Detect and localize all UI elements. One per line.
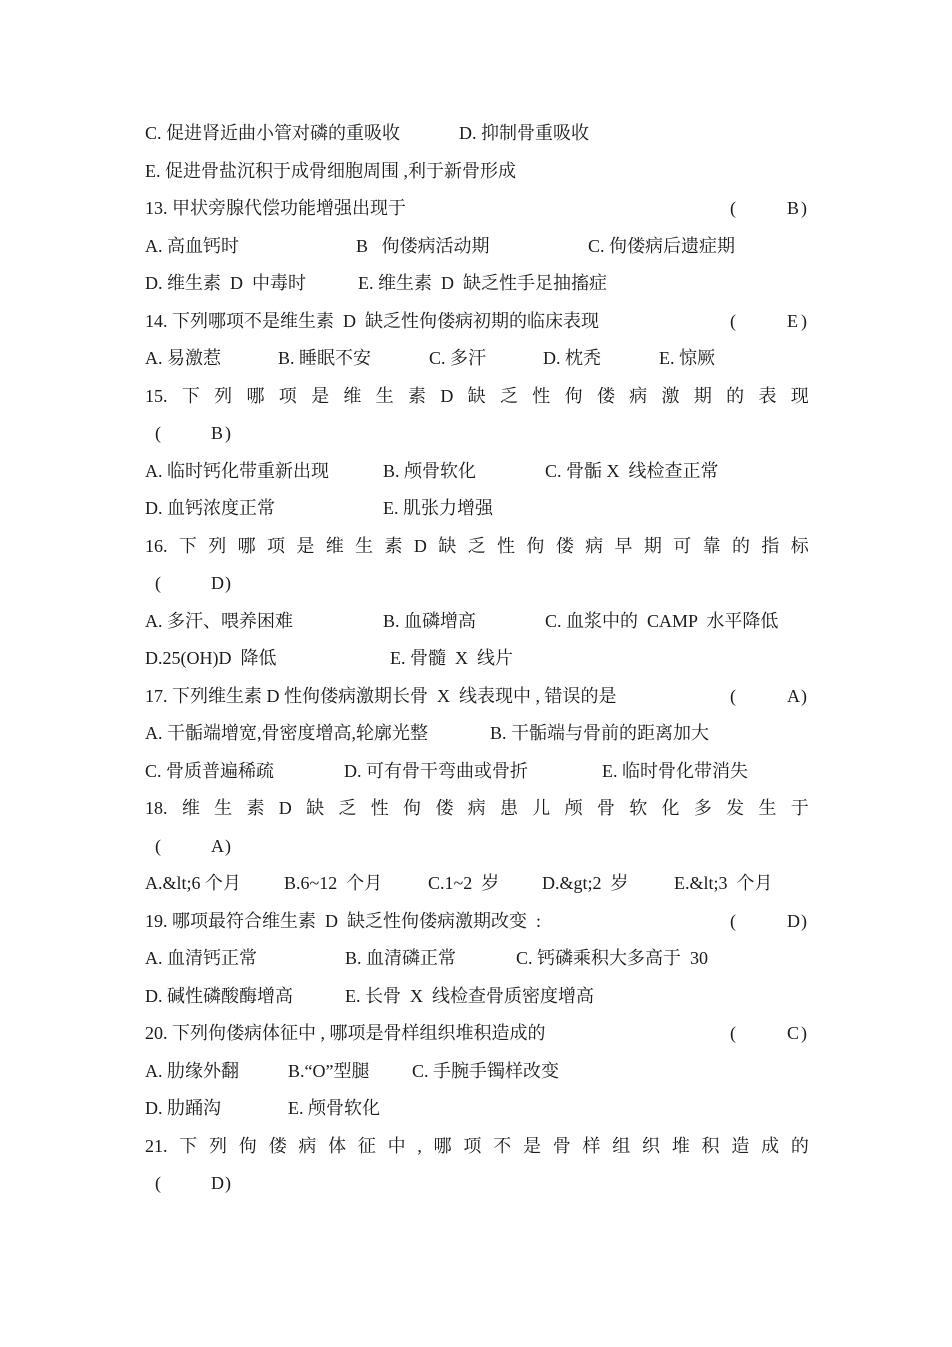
option-d: D.25(OH)D 降低 [145, 648, 277, 668]
question-20 [145, 1015, 809, 1053]
answer-line [145, 1165, 809, 1203]
answer-paren-open: ( [730, 310, 736, 331]
option-c: C. 血浆中的 CAMP 水平降低 [545, 610, 779, 631]
option-d: D. 血钙浓度正常 [145, 498, 275, 518]
option-c: C. 促进肾近曲小管对磷的重吸收 [145, 123, 401, 143]
answer-line [145, 828, 809, 866]
answer-letter: C [787, 1023, 800, 1043]
answer-paren-close: ) [801, 198, 807, 218]
answer-paren-close: ) [225, 573, 231, 593]
answer-letter: A [211, 835, 224, 856]
answer-line [145, 415, 809, 453]
option-b: B. 颅骨软化 [383, 460, 477, 481]
question-char: 维 [325, 535, 344, 556]
option-c: C. 佝偻病后遗症期 [588, 235, 736, 256]
question-char: D [278, 798, 292, 818]
question-char: 偻 [555, 535, 574, 556]
question-char: 缺 [306, 798, 325, 818]
question-char: 织 [642, 1135, 661, 1156]
question-char: 素 [384, 535, 403, 556]
question-char: 下 [181, 385, 200, 406]
question-char: 列 [214, 385, 233, 406]
answer-letter: D [211, 573, 224, 593]
question-16 [145, 528, 809, 566]
question-char: 是 [296, 535, 315, 556]
option-line [145, 453, 809, 491]
question-21 [145, 1128, 809, 1166]
answer-letter: E [787, 310, 798, 331]
answer-paren-close: ) [225, 835, 231, 856]
question-14 [145, 303, 809, 341]
option-a: A. 干骺端增宽,骨密度增高,轮廓光整 [145, 723, 428, 743]
option-a: A. 高血钙时 [145, 235, 239, 256]
answer-paren-close: ) [225, 1173, 231, 1193]
question-char: 生 [355, 535, 374, 556]
question-char: 成 [761, 1135, 780, 1156]
option-e: E. 颅骨软化 [288, 1098, 380, 1118]
answer-letter: D [211, 1173, 224, 1193]
option-line [145, 490, 809, 528]
question-char: 哪 [433, 1135, 452, 1156]
question-char: 佝 [526, 535, 545, 556]
option-e: E.&lt;3 个月 [674, 873, 773, 893]
answer-paren-open: ( [155, 835, 161, 856]
question-char: 靠 [702, 535, 721, 556]
answer-paren-close: ) [801, 685, 807, 706]
answer-letter: B [211, 423, 224, 443]
option-e: E. 惊厥 [659, 348, 715, 368]
option-a: A.&lt;6 个月 [145, 873, 242, 893]
option-line [145, 115, 809, 153]
option-line [145, 340, 809, 378]
question-char: 是 [522, 1135, 541, 1156]
option-d: D. 抑制骨重吸收 [459, 123, 589, 143]
option-e: E. 促进骨盐沉积于成骨细胞周围 ,利于新骨形成 [145, 160, 516, 181]
question-char: 堆 [671, 1135, 690, 1156]
question-char: 于 [790, 798, 809, 818]
option-c: C. 钙磷乘积大多高于 30 [516, 948, 709, 968]
question-char: 列 [209, 1135, 228, 1156]
question-char: 是 [311, 385, 330, 406]
question-19 [145, 903, 809, 941]
answer-paren-open: ( [730, 685, 736, 706]
answer-paren-close: ) [801, 1023, 807, 1043]
question-char: D [440, 385, 454, 406]
question-char: 素 [408, 385, 426, 406]
question-number: 16. [145, 535, 168, 556]
question-char: 骨 [596, 798, 615, 818]
question-char: 积 [701, 1135, 720, 1156]
option-d: D. 可有骨干弯曲或骨折 [344, 760, 528, 781]
question-text: 19. 哪项最符合维生素 D 缺乏性佝偻病激期改变 : [145, 910, 541, 931]
question-char: 哪 [237, 535, 256, 556]
question-number: 21. [145, 1135, 168, 1156]
answer-paren-close: ) [801, 910, 807, 931]
question-char: 样 [582, 1135, 601, 1156]
option-line [145, 865, 809, 903]
question-char: 生 [375, 385, 394, 406]
question-char: 可 [673, 535, 692, 556]
option-b: B. 血清磷正常 [345, 948, 457, 968]
option-e: E. 肌张力增强 [383, 498, 493, 518]
option-b: B 佝偻病活动期 [356, 235, 490, 256]
answer-paren-close: ) [801, 310, 807, 331]
question-char: 偻 [435, 798, 454, 818]
question-char: 项 [267, 535, 285, 556]
answer-letter: A [787, 685, 800, 706]
question-char: 下 [179, 1135, 198, 1156]
question-char: 软 [629, 798, 648, 818]
question-char: 体 [328, 1135, 347, 1156]
question-number: 18. [145, 798, 168, 818]
option-e: E. 维生素 D 缺乏性手足抽搐症 [358, 273, 607, 293]
option-line [145, 265, 809, 303]
question-char: 现 [790, 385, 809, 406]
option-line [145, 153, 809, 191]
question-text: 20. 下列佝偻病体征中 , 哪项是骨样组织堆积造成的 [145, 1023, 546, 1043]
question-char: , [417, 1135, 422, 1156]
question-char: 病 [298, 1135, 317, 1156]
question-char: 患 [499, 798, 518, 818]
question-char: 维 [343, 385, 362, 406]
answer-letter: B [787, 198, 800, 218]
option-d: D. 肋踊沟 [145, 1098, 221, 1118]
question-char: 儿 [532, 798, 551, 818]
question-char: 下 [178, 535, 197, 556]
question-char: 组 [612, 1135, 631, 1156]
answer-paren-open: ( [730, 198, 736, 218]
option-a: A. 血清钙正常 [145, 948, 257, 968]
question-char: 期 [693, 385, 712, 406]
question-char: 不 [493, 1135, 512, 1156]
question-char: 性 [370, 798, 389, 818]
question-char: 生 [758, 798, 777, 818]
question-char: 佝 [403, 798, 421, 818]
question-char: 项 [278, 385, 297, 406]
question-text: 14. 下列哪项不是维生素 D 缺乏性佝偻病初期的临床表现 [145, 310, 599, 331]
question-char: 中 [387, 1135, 406, 1156]
question-char: 维 [181, 798, 200, 818]
option-c: C. 多汗 [429, 348, 487, 368]
option-a: A. 临时钙化带重新出现 [145, 460, 329, 481]
question-15 [145, 378, 809, 416]
answer-paren-open: ( [155, 1173, 161, 1193]
question-char: 缺 [467, 385, 486, 406]
answer-paren-open: ( [155, 573, 161, 593]
option-c: C.1~2 岁 [428, 873, 500, 893]
question-char: 生 [214, 798, 233, 818]
option-c: C. 骨骺 X 线检查正常 [545, 460, 719, 481]
option-c: C. 骨质普遍稀疏 [145, 760, 275, 781]
option-d: D. 维生素 D 中毒时 [145, 273, 306, 293]
question-char: 指 [761, 535, 780, 556]
option-d: D. 枕秃 [543, 348, 601, 368]
option-e: E. 骨髓 X 线片 [390, 648, 513, 668]
question-number: 15. [145, 385, 168, 406]
answer-paren-open: ( [730, 1023, 736, 1043]
question-char: 偻 [596, 385, 615, 406]
question-char: 偻 [268, 1135, 287, 1156]
question-char: 佝 [564, 385, 583, 406]
question-char: 病 [629, 385, 648, 406]
question-17 [145, 678, 809, 716]
question-text: 13. 甲状旁腺代偿功能增强出现于 [145, 198, 406, 218]
question-char: 性 [532, 385, 551, 406]
option-d: D.&gt;2 岁 [542, 873, 629, 893]
option-c: C. 手腕手镯样改变 [412, 1060, 560, 1081]
option-line [145, 753, 809, 791]
question-char: 的 [726, 385, 745, 406]
option-e: E. 临时骨化带消失 [602, 760, 748, 781]
option-a: A. 易激惹 [145, 348, 221, 368]
question-char: 列 [208, 535, 227, 556]
option-line [145, 715, 809, 753]
question-text: 17. 下列维生素 D 性佝偻病激期长骨 X 线表现中 , 错误的是 [145, 685, 617, 706]
question-char: 颅 [564, 798, 583, 818]
question-char: D [413, 535, 427, 556]
question-char: 佝 [238, 1135, 257, 1156]
question-char: 发 [726, 798, 745, 818]
question-char: 早 [614, 535, 633, 556]
question-char: 的 [732, 535, 750, 556]
option-a: A. 多汗、喂养困难 [145, 610, 293, 631]
question-char: 乏 [467, 535, 486, 556]
question-char: 缺 [438, 535, 457, 556]
question-13 [145, 190, 809, 228]
question-char: 项 [463, 1135, 482, 1156]
question-char: 多 [693, 798, 712, 818]
option-b: B. 干骺端与骨前的距离加大 [490, 723, 710, 743]
option-b: B. 血磷增高 [383, 610, 477, 631]
option-e: E. 长骨 X 线检查骨质密度增高 [345, 985, 594, 1006]
question-char: 哪 [246, 385, 265, 406]
question-char: 乏 [499, 385, 518, 406]
question-char: 的 [790, 1135, 809, 1156]
question-char: 标 [790, 535, 809, 556]
question-char: 病 [467, 798, 486, 818]
question-list [145, 115, 809, 1203]
option-line [145, 228, 809, 266]
option-line [145, 1090, 809, 1128]
question-18 [145, 790, 809, 828]
question-char: 征 [357, 1135, 376, 1156]
answer-line [145, 565, 809, 603]
answer-paren-open: ( [730, 910, 736, 931]
question-char: 骨 [552, 1135, 571, 1156]
question-char: 性 [497, 535, 515, 556]
option-d: D. 碱性磷酸酶增高 [145, 985, 293, 1006]
question-char: 期 [643, 535, 662, 556]
question-char: 造 [731, 1135, 750, 1156]
question-char: 病 [585, 535, 604, 556]
option-line [145, 940, 809, 978]
option-line [145, 978, 809, 1016]
question-char: 激 [661, 385, 680, 406]
option-b: B.6~12 个月 [284, 873, 383, 893]
answer-letter: D [787, 910, 800, 931]
option-a: A. 肋缘外翻 [145, 1060, 239, 1081]
question-char: 表 [758, 385, 777, 406]
option-line [145, 640, 809, 678]
option-b: B. 睡眠不安 [278, 348, 372, 368]
option-line [145, 603, 809, 641]
answer-paren-close: ) [225, 423, 231, 443]
question-char: 化 [661, 798, 680, 818]
question-char: 乏 [338, 798, 357, 818]
question-char: 素 [246, 798, 265, 818]
option-b: B.“O”型腿 [288, 1060, 370, 1081]
option-line [145, 1053, 809, 1091]
answer-paren-open: ( [155, 423, 161, 443]
